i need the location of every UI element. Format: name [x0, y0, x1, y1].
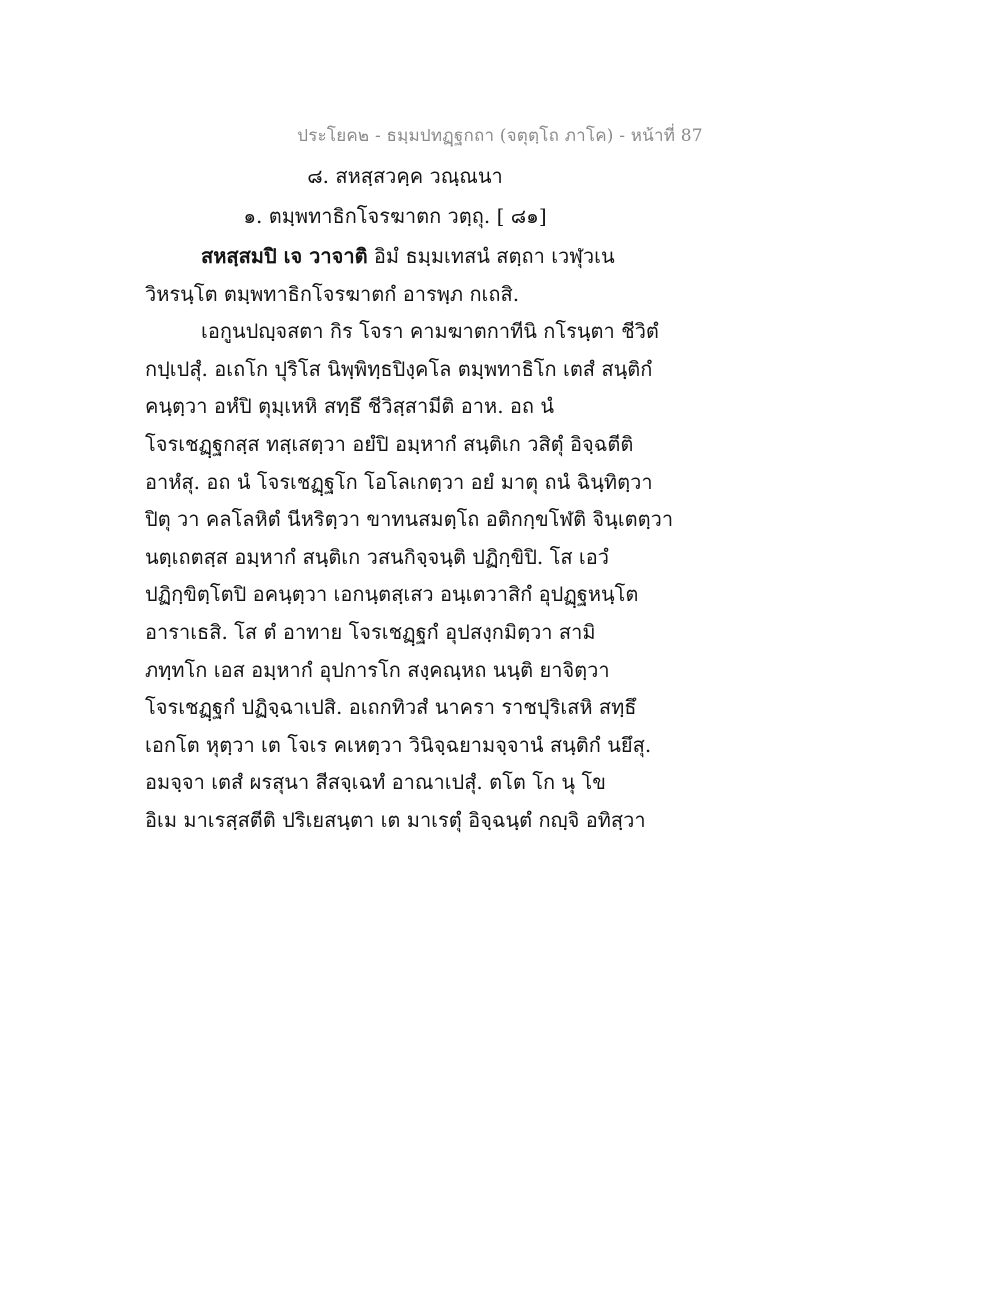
paragraph-2-line: ภทฺทโก เอส อมฺหากํ อุปการโก สงฺคณฺหถ นนฺติ ยาจิตฺวา	[145, 657, 610, 682]
paragraph-2-line: ปิตุ วา คลโลหิตํ นีหริตฺวา ขาทนสมตฺโถ อติกกฺขโฬติ จินฺเตตฺวา	[145, 507, 674, 532]
body-text	[145, 238, 705, 840]
running-header-text: ประโยค๒ - ธมฺมปทฏฺฐกถา (จตุตฺโถ ภาโค) - หน้าที่ 87	[297, 126, 703, 146]
paragraph-2-line: นตฺเถตสฺส อมฺหากํ สนฺติเก วสนกิจฺจนฺติ ปฏิกฺขิปิ. โส เอวํ	[145, 544, 609, 569]
chapter-title	[0, 160, 1000, 192]
paragraph-2-line: เอกูนปญฺจสตา กิร โจรา คามฆาตกาทีนิ กโรนฺตา ชีวิตํ	[201, 319, 659, 344]
paragraph-2-line: เอกโต หุตฺวา เต โจเร คเหตฺวา วินิจฺฉยามจฺจานํ สนฺติกํ นยึสุ.	[145, 732, 652, 757]
paragraph-2-line: อาราเธสิ. โส ตํ อาทาย โจรเชฏฺฐกํ อุปสงฺกมิตฺวา สามิ	[145, 619, 596, 644]
paragraph-2-line: ปฏิกฺขิตฺโตปิ อคนฺตฺวา เอกนฺตสฺเสว อนฺเตวาสิกํ อุปฏฺฐหนฺโต	[145, 582, 639, 607]
verse-quote: สหสฺสมปิ เจ วาจาติ	[201, 244, 368, 268]
chapter-title-text: ๘. สหสฺสวคฺค วณฺณนา	[307, 164, 503, 188]
paragraph-2-line: อาหํสุ. อถ นํ โจรเชฏฺฐโก โอโลเกตฺวา อยํ มาตุ ถนํ ฉินฺทิตฺวา	[145, 469, 653, 494]
paragraph-2-line: โจรเชฏฺฐกสฺส ทสฺเสตฺวา อยํปิ อมฺหากํ สนฺติเก วสิตุํ อิจฺฉตีติ	[145, 431, 634, 456]
paragraph-2-line: อิเม มาเรสฺสตีติ ปริเยสนฺตา เต มาเรตุํ อิจฺฉนฺตํ กญฺจิ อทิสฺวา	[145, 807, 646, 832]
story-title	[0, 200, 1000, 232]
paragraph-2-line: โจรเชฏฺฐกํ ปฏิจฺฉาเปสิ. อเถกทิวสํ นาครา ราชปุริเสหิ สทฺธึ	[145, 695, 637, 720]
paragraph-2-line: อมจฺจา เตสํ ผรสุนา สีสจฺเฉทํ อาณาเปสุํ. ตโต โก นุ โข	[145, 770, 606, 795]
paragraph-2-line: กปฺเปสุํ. อเถโก ปุริโส นิพฺพิทฺธปิงฺคโล ตมฺพทาธิโก เตสํ สนฺติกํ	[145, 356, 653, 381]
paragraph-1-line-1-rest: อิมํ ธมฺมเทสนํ สตฺถา เวฬุวเน	[367, 244, 615, 268]
paragraph-1-line-1	[145, 238, 705, 276]
running-header	[0, 122, 1000, 149]
paragraph-2-line: คนฺตฺวา อหํปิ ตุมฺเหหิ สทฺธึ ชีวิสฺสามีติ อาห. อถ นํ	[145, 394, 555, 419]
paragraph-1-line-2: วิหรนฺโต ตมฺพทาธิกโจรฆาตกํ อารพฺภ กเถสิ.	[145, 281, 520, 306]
story-title-text: ๑. ตมฺพทาธิกโจรฆาตก วตฺถุ. [ ๘๑]	[243, 204, 547, 228]
